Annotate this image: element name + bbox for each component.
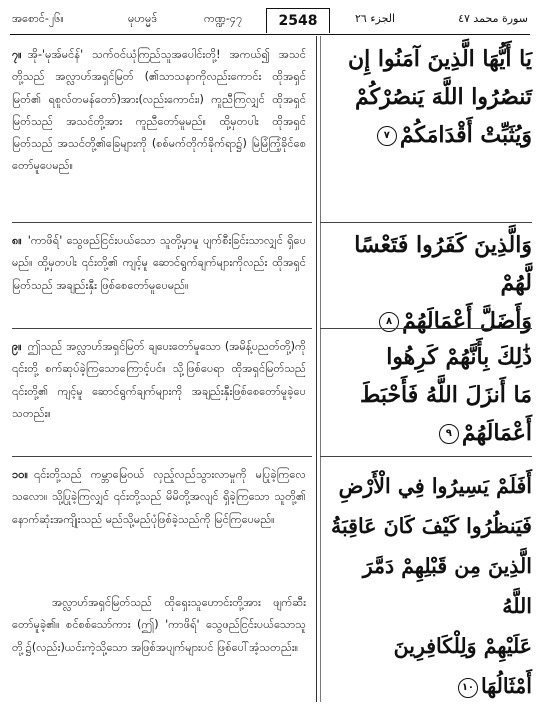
section-rule [320, 222, 532, 223]
translation-verse-9 [12, 336, 306, 425]
verse-line: تَنصُرُوا اللَّهَ يَنصُرْكُمْ [354, 84, 532, 110]
translation-text: 'ကာဖိရ်' သွေဖည်ငြင်းပယ်သော သူတို့မှာမူ ပျက်စီးခြင်းသာလျှင် ရှိပေမည်။ ထို့မှတပါး ၎င်းတို့၏ ကျင့်မူ ဆောင်ရွက်ချက်များကိုလည်း ထိုအရှင်မြတ်သည် အချည်းနှီး ဖြစ်စေတော်မူပေမည်။ [12, 234, 306, 292]
section-rule [320, 456, 532, 457]
verse-line: وَيُثَبِّتْ أَقْدَامَكُمْ [399, 122, 532, 148]
page-header [10, 8, 530, 35]
arabic-verse-8 [326, 226, 532, 340]
verse-number: ၇။ [12, 48, 22, 61]
page-number: 2548 [266, 8, 330, 33]
section-rule [12, 456, 312, 457]
column-divider [316, 36, 317, 702]
verse-number: ၁၀။ [12, 468, 28, 481]
ayah-number-marker: ٧ [377, 126, 397, 146]
section-rule [12, 328, 312, 329]
ayah-number-marker: ١٠ [458, 678, 478, 698]
verse-line: عَلَيْهِمْ وَلِلْكَافِرِينَ [393, 634, 532, 658]
translation-verse-10 [12, 464, 306, 531]
verse-line: أَعْمَالَهُمْ [461, 420, 532, 446]
verse-line: مَا أَنزَلَ اللَّهُ فَأَحْبَطَ [359, 382, 532, 408]
volume-label: အစောင်-၂၆။ [12, 12, 64, 25]
verse-line: أَمْثَالُهَا [480, 674, 532, 698]
section-rule [12, 222, 312, 223]
verse-number: ၈။ [12, 234, 22, 247]
arabic-verse-9 [326, 338, 532, 452]
column-divider-thin [320, 36, 321, 702]
verse-line: يَا أَيُّهَا الَّذِينَ آمَنُوا إِن [347, 46, 532, 72]
verse-number: ၉။ [12, 340, 22, 353]
verse-line: فَيَنظُرُوا كَيْفَ كَانَ عَاقِبَةُ [331, 514, 532, 538]
ayah-number-marker: ٨ [379, 312, 399, 332]
section-rule [320, 328, 532, 329]
verse-line: أَفَلَمْ يَسِيرُوا فِي الْأَرْضِ [338, 474, 532, 498]
translation-verse-8 [12, 230, 306, 297]
verse-line: الَّذِينَ مِن قَبْلِهِمْ دَمَّرَ اللَّهُ [362, 554, 532, 618]
surah-label-arabic: سورة محمد ٤٧ [458, 12, 528, 25]
verse-line: وَالَّذِينَ كَفَرُوا فَتَعْسًا لَّهُمْ [354, 232, 532, 296]
translation-text: ဤသည် အလ္လာဟ်အရှင်မြတ် ချပေးတော်မူသော (အမိန့်ပညတ်တို့)ကို ၎င်းတို့ စက်ဆုပ်ခဲ့ကြသောကြောင့်ပင်။ သို့ဖြစ်ပေရာ ထိုအရှင်မြတ်သည် ၎င်းတို့၏ ကျင့်မူ ဆောင်ရွက်ချက်များကို အချည်းနှီးဖြစ်စေတော်မူခဲ့ပေသတည်း။ [12, 340, 306, 420]
verse-line: وَأَضَلَّ أَعْمَالَهُمْ [402, 308, 532, 334]
juz-label-arabic: الجزء ٢٦ [355, 12, 396, 25]
translation-verse-10-continued [12, 592, 306, 659]
arabic-verse-10 [326, 466, 532, 706]
translation-verse-7 [12, 44, 306, 178]
ayah-number-marker: ٩ [439, 424, 459, 444]
verse-line: ذَٰلِكَ بِأَنَّهُمْ كَرِهُوا [386, 344, 532, 370]
surah-name-myanmar: မုဟမ္မဒ် [128, 12, 158, 25]
translation-text: အို-'မုအ်မင်န်' သက်ဝင်ယုံကြည်သူအပေါင်းတို့! အကယ်၍ အသင်တို့သည် အလ္လာဟ်အရှင်မြတ် (၏သာသနာကိုလည်းကောင်း ထိုအရှင်မြတ်၏ ရစူလ်တမန်တော်)အား(လည်းကောင်း၊) ကူညီကြလျှင် ထိုအရှင်မြတ်သည် အသင်တို့အား ကူညီတော်မူမည်။ ထို့မှတပါး ထိုအရှင်မြတ်သည် အသင်တို့၏ခြေများကို (စစ်မက်တိုက်ခိုက်ရာ၌) မြဲမြံကြံ့ခိုင်စေတော်မူပေမည်။ [12, 48, 306, 173]
section-number: ကဏ္ဍ-၄၇ [204, 12, 243, 25]
translation-text: အလ္လာဟ်အရှင်မြတ်သည် ထိုရှေးသူဟောင်းတို့အား ဖျက်ဆီးတော်မူခဲ့၏။ စင်စစ်သော်ကား (ဤ) 'ကာဖိရ်' သွေဖည်ငြင်းပယ်သောသူတို့၌(လည်း)ယင်းကဲ့သို့သော အဖြစ်အပျက်များပင် ဖြစ်ပေါ်အံ့သတည်း။ [12, 596, 306, 654]
translation-text: ၎င်းတို့သည် ကမ္ဘာမြေဝယ် လှည့်လည်သွားလာမှုကို မပြုခဲ့ကြလေသလော။ သို့ပြုခဲ့ကြလျှင် ၎င်းတို့သည် မိမိတို့အလျင် ရှိခဲ့ကြသော သူတို့၏ နောက်ဆုံးအကျိုးသည် မည်သို့မည်ပုံဖြစ်ခဲ့သည်ကို မြင်ကြပေမည်။ [12, 468, 306, 526]
arabic-verse-7 [326, 40, 532, 154]
